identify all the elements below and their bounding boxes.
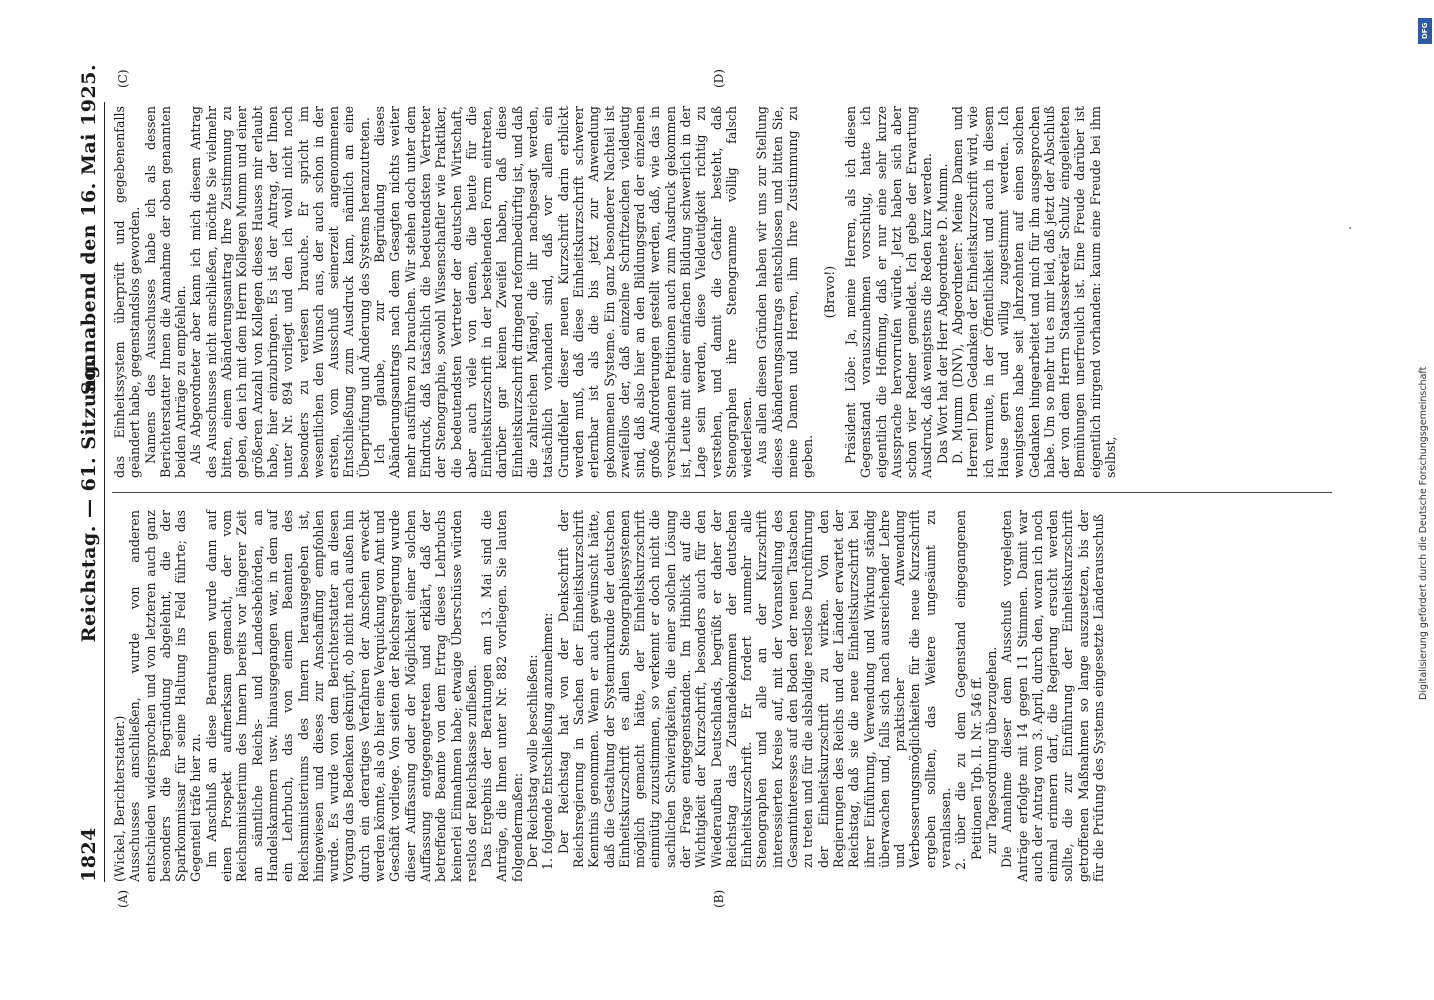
paragraph: Im Anschluß an diese Beratungen wurde dann auf einen Prospekt aufmerksam gemacht, der vom Reichsministerium des Innern bereits vor längerer Zeit an sämtliche Reichs- und Landesbehörden, an Handelskammern usw. hinausgegangen war, in dem auf ein Lehrbuch, das von einem Beamten des Reichsministeriums des Innern herausgegeben ist, hingewiesen und dieses zur Anschaffung empfohlen wurde. Es wurde von dem Berichterstatter an diesen Vorgang das Bedenken geknüpft, ob nicht nach außen hin durch ein derartiges Verfahren der Anschein erweckt werden könnte, als ob hier eine Verquickung von Amt und Geschäft vorliege. Von seiten der Reichsregierung wurde dieser Auffassung oder der Möglichkeit einer solchen Auffassung entgegengetreten und erklärt, daß der betreffende Beamte von dem Ertrag dieses Lehrbuchs keinerlei Einnahmen habe; etwaige Überschüsse würden restlos der Reichskasse zufließen. <box>203 510 479 882</box>
session-title: Reichstag. — 61. Sitzung. <box>78 357 100 643</box>
resolution-text: Der Reichstag hat von der Denkschrift der Reichsregierung in Sachen der Einheitskurzschrift Kenntnis genommen. Wenn er auch gewünscht hätte, daß die Gestaltung der Systemurkunde der deutschen Einheitskurzschrift es allen Stenographiesystemen möglich gemacht hätte, der Einheitskurzschrift einmütig zuzustimmen, so verkennt er doch nicht die sachlichen Schwierigkeiten, die einer solchen Lösung der Frage entgegenstanden. Im Hinblick auf die Wichtigkeit der Kurzschrift, besonders auch für den Wiederaufbau Deutschlands, begrüßt er daher der Reichstag das Zustandekommen der deutschen Einheitskurzschrift. Er fordert nunmehr alle Stenographen und alle an der Kurzschrift interessierten Kreise auf, mit der Voranstellung des Gesamtinteresses auf den Boden der neuen Tatsachen zu treten und für die alsbaldige restlose Durchführung der Einheitskurzschrift zu wirken. Von den Regierungen des Reichs und der Länder erwartet der Reichstag, daß sie die neue Einheitskurzschrift bei ihrer Einführung, Verwendung und Wirkung ständig überwachen und, falls sich nach ausreichender Lehre und praktischer Anwendung Verbesserungsmöglichkeiten für die neue Kurzschrift ergeben sollten, das Weitere ungesäumt zu veranlassen. <box>555 510 954 868</box>
paragraph: D. Mumm (DNV), Abgeordneter: Meine Damen und Herren! Dem Gedanken der Einheitskurzschrift wird, wie ich vermute, in der Öffentlichkeit und auch in diesem Hause gern und willig zugestimmt werden. Ich wenigstens habe seit Jahrzehnten auf einen solchen Gedanken hingearbeitet und mich für ihn ausgesprochen habe. Um so mehr tut es mir leid, daß jetzt der Abschluß der von dem Herrn Staatssekretär Schulz eingeleiteten Bemühungen unerfreulich ist. Eine Freude darüber ist eigentlich nirgend vorhanden: kaum eine Freude bei ihm selbst, <box>950 106 1118 478</box>
margin-mark-d: (D) <box>712 69 726 88</box>
session-date: Sonnabend den 16. Mai 1925. <box>78 63 100 395</box>
paragraph: Der Reichstag wolle beschließen: <box>525 654 541 868</box>
left-column <box>112 510 1106 882</box>
credit-text: Digitalisierung gefördert durch die Deutsche Forschungsgemeinschaft <box>1418 366 1429 700</box>
right-column <box>112 106 1118 478</box>
margin-mark-a: (A) <box>116 889 130 908</box>
paragraph: Das Wort hat der Herr Abgeordnete D. Mumm. <box>934 163 950 464</box>
bottom-mark: . <box>1340 226 1354 230</box>
list-item: 1. folgende Entschließung anzunehmen: <box>540 612 556 870</box>
paragraph: Ich glaube, zur Begründung dieses Abänderungsantrags nach dem Gesagten nichts weiter mehr ausführen zu brauchen. Wir stehen doch unter dem Eindruck, daß tatsächlich die bedeutendsten Vertreter der Stenographie, sowohl Wissenschaftler wie Praktiker, die bedeutendsten Vertreter der deutschen Wirtschaft, aber auch viele von denen, die heute für die Einheitskurzschrift in der bestehenden Form eintreten, darüber gar keinen Zweifel haben, daß diese Einheitskurzschrift dringend reformbedürftig ist, und daß die zahlreichen Mängel, die ihr nachgesagt werden, tatsächlich vorhanden sind, daß vor allem ein Grundfehler dieser neuen Kurzschrift darin erblickt werden muß, daß diese Einheitskurzschrift schwerer erlernbar ist als die bis jetzt zur Anwendung gekommenen Systeme. Ein ganz besonderer Nachteil ist zweifellos der, daß einzelne Schriftzeichen vieldeutig sind, daß also hier an den Bildungsgrad der einzelnen große Anforderungen gestellt werden, daß, wie das in verschiedenen Petitionen auch zum Ausdruck gekommen ist, Leute mit einer einfachen Bildung schwerlich in der Lage sein werden, diese Vieldeutigkeit richtig zu verstehen, und damit die Gefahr besteht, daß Stenographen ihre Stenogramme völlig falsch wiederlesen. <box>372 106 755 478</box>
list-item: 2. über die zu dem Gegenstand eingegangenen Petitionen Tgb. II. Nr. 546 ff. <box>953 510 984 870</box>
paragraph: Namens des Ausschusses habe ich als dessen Berichterstatter Ihnen die Annahme der oben genannten beiden Anträge zu empfehlen. <box>142 106 189 478</box>
page-number: 1824 <box>78 827 100 882</box>
paragraph: Präsident Löbe: Ja, meine Herren, als ich diesen Gegenstand vorauszunehmen vorschlug, hatte ich eigentlich die Hoffnung, daß er nur eine sehr kurze Aussprache hervorrufen würde. Jetzt haben sich aber schon vier Redner gemeldet. Ich gebe der Erwartung Ausdruck, daß wenigstens die Reden kurz werden. <box>842 106 935 478</box>
column-divider <box>112 492 1332 493</box>
margin-mark-b: (B) <box>712 889 726 908</box>
interjection: (Bravo!) <box>821 265 837 319</box>
speaker-tag: (Wickel, Berichterstatter.) <box>112 715 127 882</box>
digitization-credit <box>1416 10 1434 990</box>
paragraph: Als Abgeordneter aber kann ich mich diesem Antrag des Ausschusses nicht anschließen, möchte Sie vielmehr bitten, einem Abänderungsantrag Ihre Zustimmung zu geben, den ich mit dem Herrn Kollegen Mumm und einer größeren Anzahl von Kollegen dieses Hauses mir erlaubt habe, hier einzubringen. Es ist der Antrag, der Ihnen unter Nr. 894 vorliegt und den ich wohl nicht noch besonders zu verlesen brauche. Er spricht im wesentlichen den Wunsch aus, der auch schon in der ersten, vom Ausschuß seinerzeit angenommenen Entschließung zum Ausdruck kam, nämlich an eine Überprüfung und Änderung des Systems heranzutreten. <box>188 106 372 478</box>
paragraph: Das Ergebnis der Beratungen am 13. Mai sind die Anträge, die Ihnen unter Nr. 882 vorliegen. Sie lauten folgendermaßen: <box>479 510 525 882</box>
paragraph: das Einheitssystem überprüft und gegebenenfalls geändert habe, gegenstandslos geworden. <box>112 106 143 478</box>
paragraph: Ausschusses anschließen, wurde von anderen entschieden widersprochen und von letzteren auch ganz besonders die Begründung abgelehnt, die der Sparkommissar für seine Haltung ins Feld führte; das Gegenteil träfe hier zu. <box>127 510 204 882</box>
paragraph: zur Tagesordnung überzugehen. <box>983 646 999 854</box>
paragraph: Die Annahme dieser dem Ausschuß vorgelegten Anträge erfolgte mit 14 gegen 11 Stimmen. Damit war auch der Antrag vom 3. April, durch den, woran ich noch einmal erinnern darf, die Regierung ersucht werden sollte, die zur Einführung der Einheitskurzschrift getroffenen Maßnahmen so lange auszusetzen, bis der für die Prüfung des Systems eingesetzte Länderausschuß <box>999 510 1106 882</box>
header-rule <box>104 102 105 882</box>
margin-mark-c: (C) <box>116 69 130 88</box>
paragraph: Aus allen diesen Gründen haben wir uns zur Stellung dieses Abänderungsantrags entschlossen und bitten Sie, meine Damen und Herren, ihm Ihre Zustimmung zu geben. <box>754 106 816 478</box>
dfg-logo-icon: DFG <box>1418 18 1432 44</box>
